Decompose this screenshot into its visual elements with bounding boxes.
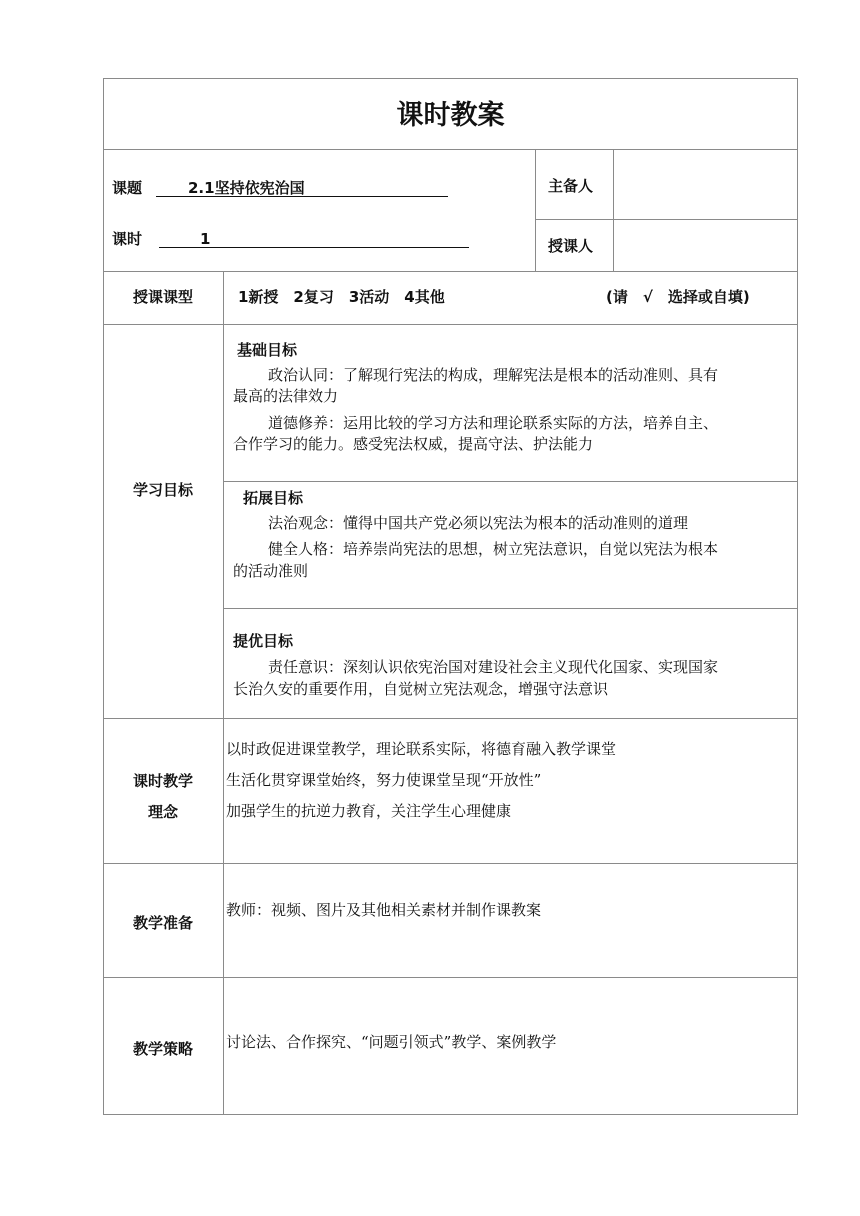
philosophy-item: 生活化贯穿课堂始终，努力使课堂呈现“开放性” — [226, 771, 542, 789]
preparation-label: 教学准备 — [132, 914, 193, 932]
advanced-objective-heading: 提优目标 — [233, 632, 294, 650]
border-left — [103, 78, 104, 1115]
philosophy-item: 加强学生的抗逆力教育，关注学生心理健康 — [226, 802, 512, 820]
period-value: 1 — [200, 230, 211, 248]
philosophy-label-line1: 课时教学 — [132, 772, 193, 790]
objectives-label: 学习目标 — [132, 481, 193, 499]
rule-objectives-bottom — [103, 718, 798, 719]
topic-value: 2.1坚持依宪治国 — [188, 179, 305, 197]
rule-preparation-bottom — [103, 977, 798, 978]
lesson-type-note: (请 √ 选择或自填) — [606, 288, 750, 306]
strategy-text: 讨论法、合作探究、“问题引领式”教学、案例教学 — [226, 1033, 557, 1051]
preparer-label: 主备人 — [548, 177, 594, 195]
period-label: 课时 — [112, 230, 143, 248]
extended-objective-line1: 法治观念：懂得中国共产党必须以宪法为根本的活动准则的道理 — [268, 514, 689, 532]
rule-header-bottom — [103, 271, 798, 272]
rule-extended-bottom — [223, 608, 798, 609]
topic-label: 课题 — [112, 179, 143, 197]
rule-type-bottom — [103, 324, 798, 325]
basic-objective-line1b: 最高的法律效力 — [233, 387, 339, 405]
lesson-type-label: 授课课型 — [132, 288, 193, 306]
border-bottom — [103, 1114, 798, 1115]
border-top — [103, 78, 798, 79]
strategy-label: 教学策略 — [132, 1040, 193, 1058]
topic-field[interactable] — [156, 178, 448, 198]
extended-objective-line2: 健全人格：培养崇尚宪法的思想，树立宪法意识，自觉以宪法为根本 — [268, 540, 719, 558]
basic-objective-line1: 政治认同：了解现行宪法的构成，理解宪法是根本的活动准则、具有 — [268, 366, 719, 384]
rule-header-split — [535, 149, 536, 272]
lesson-type-options[interactable]: 1新授 2复习 3活动 4其他 — [238, 288, 445, 306]
rule-label-column — [223, 271, 224, 1115]
extended-objective-heading: 拓展目标 — [243, 489, 304, 507]
teacher-label: 授课人 — [548, 237, 594, 255]
rule-preparer-bottom — [535, 219, 798, 220]
page-title: 课时教案 — [396, 100, 505, 131]
period-field[interactable] — [159, 229, 469, 249]
basic-objective-heading: 基础目标 — [237, 341, 298, 359]
preparation-text: 教师：视频、图片及其他相关素材并制作课教案 — [226, 901, 542, 919]
basic-objective-line2: 道德修养：运用比较的学习方法和理论联系实际的方法，培养自主、 — [268, 414, 719, 432]
rule-basic-bottom — [223, 481, 798, 482]
philosophy-label-line2: 理念 — [147, 803, 178, 821]
advanced-objective-line1: 责任意识：深刻认识依宪治国对建设社会主义现代化国家、实现国家 — [268, 658, 719, 676]
rule-header-split2 — [613, 149, 614, 272]
philosophy-item: 以时政促进课堂教学，理论联系实际，将德育融入教学课堂 — [226, 740, 617, 758]
basic-objective-line2b: 合作学习的能力。感受宪法权威，提高守法、护法能力 — [233, 435, 594, 453]
rule-title-bottom — [103, 149, 798, 150]
border-right — [797, 78, 798, 1115]
extended-objective-line2b: 的活动准则 — [233, 562, 309, 580]
advanced-objective-line1b: 长治久安的重要作用，自觉树立宪法观念，增强守法意识 — [233, 680, 609, 698]
rule-philosophy-bottom — [103, 863, 798, 864]
